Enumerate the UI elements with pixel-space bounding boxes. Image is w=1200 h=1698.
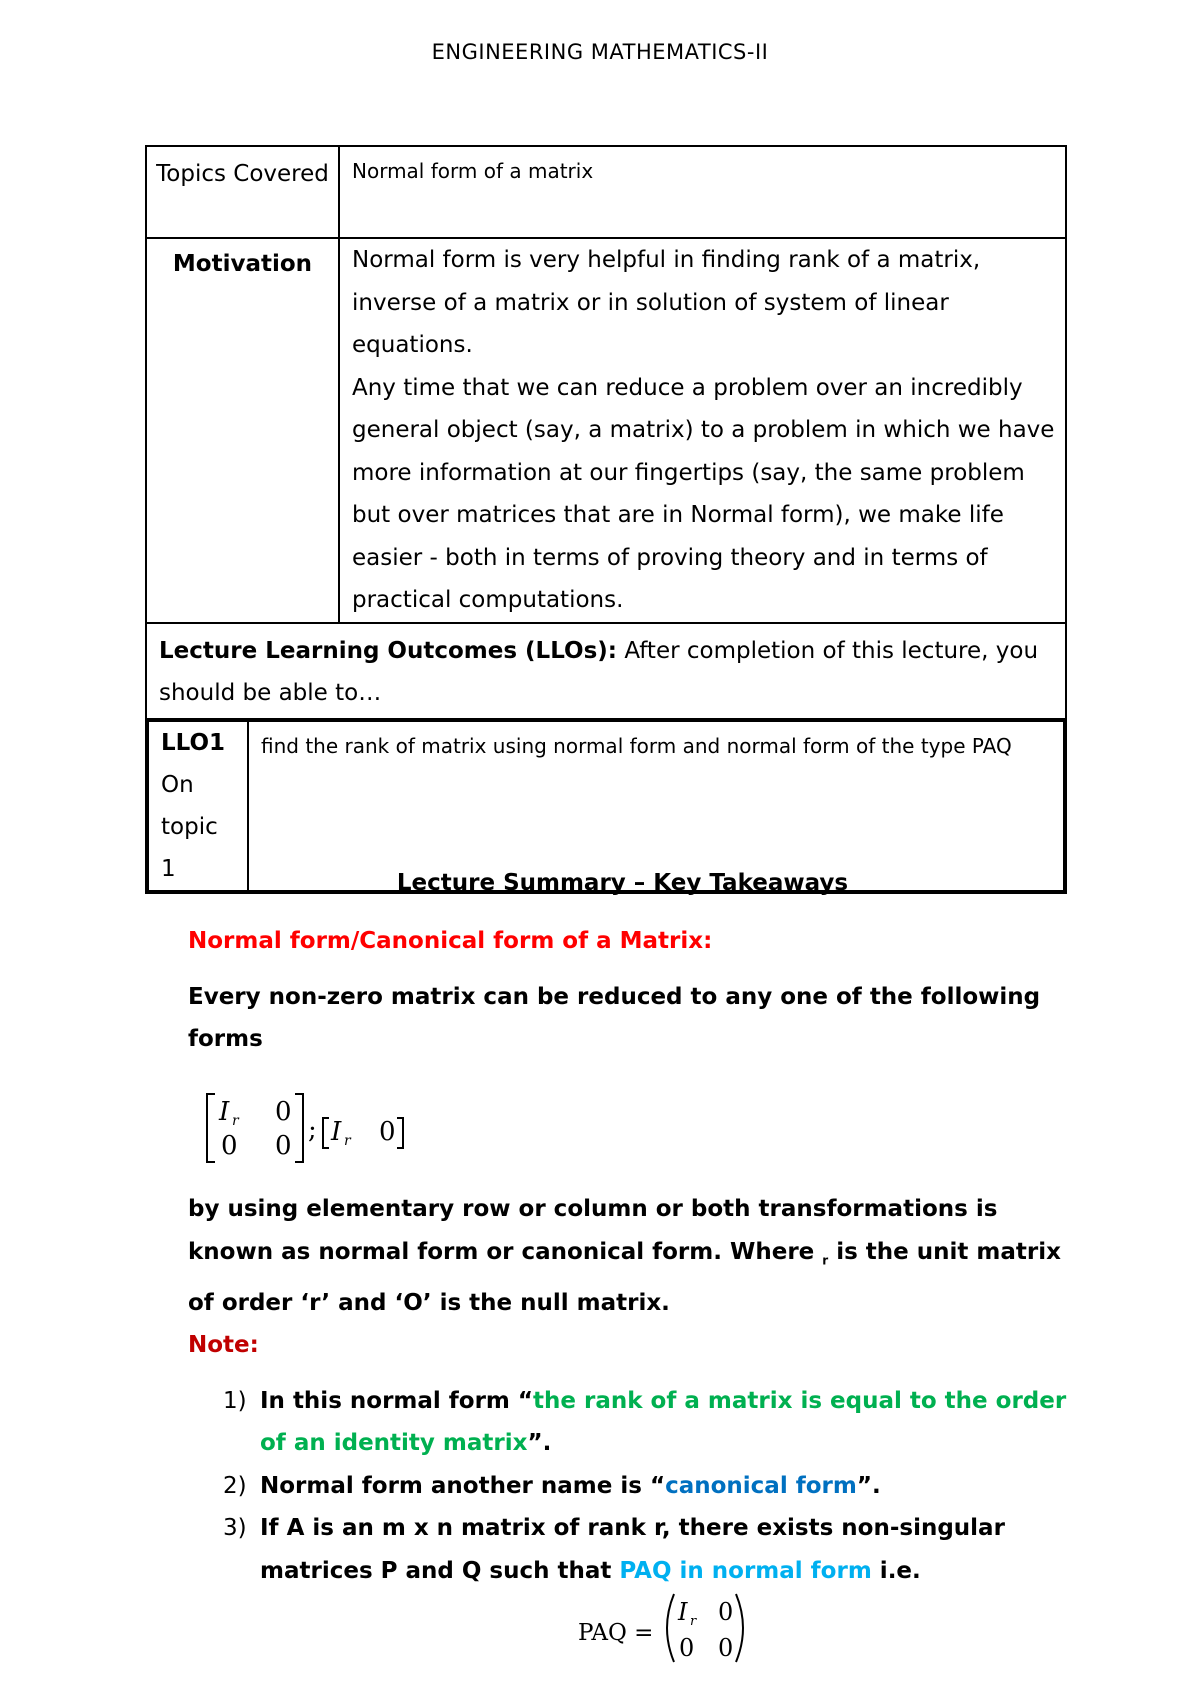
- motivation-text: [339, 238, 1066, 623]
- explanation-block: [188, 1188, 1088, 1592]
- topics-row: [146, 146, 1066, 238]
- normal-form-matrices: [205, 1090, 425, 1170]
- lecture-info-table: [145, 145, 1067, 894]
- intro-text: Every non-zero matrix can be reduced to any one of the following forms: [188, 983, 1041, 1052]
- normal-form-heading: Normal form/Canonical form of a Matrix:: [188, 928, 713, 954]
- matrix-separator: ;: [308, 1115, 317, 1145]
- paq-label: PAQ =: [578, 1620, 654, 1646]
- llos-description: After completion of this lecture, you should be able to…: [159, 637, 1039, 706]
- summary-intro-block: [188, 920, 1088, 1061]
- summary-title: Lecture Summary – Key Takeaways: [396, 870, 849, 896]
- note-item-1: 1) In this normal form “the rank of a matrix is equal to the order of an identity matrix”.: [223, 1387, 1067, 1457]
- paq-zero-1: 0: [718, 1598, 734, 1626]
- llo1-text: find the rank of matrix using normal form and normal form of the type PAQ: [248, 721, 1064, 891]
- page-header: ENGINEERING MATHEMATICS-II: [431, 40, 769, 64]
- motivation-paragraph-2: Any time that we can reduce a problem over an incredibly general object (say, a matrix) to a problem in which we have more information at our fingertips (say, the same problem but over matrices that are in Normal form), we make life easier - both in terms of proving theory and in terms of practical computations.: [352, 374, 1055, 613]
- paq-identity-subscript: r: [690, 1614, 697, 1629]
- identity-symbol-2: I: [331, 1117, 342, 1147]
- llo1-id: LLO1: [161, 729, 226, 756]
- topics-label: Topics Covered: [146, 146, 339, 238]
- note-item-2: 2) Normal form another name is “canonical form”.: [223, 1472, 881, 1499]
- matrix-zero-1: 0: [275, 1097, 292, 1127]
- explanation-text: by using elementary row or column or both transformations is known as normal form or canonical form. Where $_r$ is the unit matrix of order ‘r’ and ‘O’ is the null matrix.: [188, 1196, 1061, 1316]
- paq-identity: I: [678, 1598, 688, 1626]
- explanation-subscript: r: [822, 1253, 829, 1268]
- llo1-topic: On topic 1: [161, 771, 218, 882]
- matrix-zero-4: 0: [379, 1117, 396, 1147]
- paq-equation: [578, 1590, 758, 1670]
- llo1-id-cell: [148, 721, 248, 891]
- motivation-label: Motivation: [146, 238, 339, 623]
- paq-zero-3: 0: [718, 1634, 734, 1662]
- identity-subscript-2: r: [344, 1133, 351, 1149]
- note-item-3: 3) If A is an m x n matrix of rank r, there exists non-singular matrices P and Q such that PAQ in normal form i.e.: [223, 1515, 1005, 1584]
- notes-list: [188, 1380, 1088, 1593]
- note-label: Note:: [188, 1332, 259, 1359]
- motivation-row: [146, 238, 1066, 623]
- llos-label: Lecture Learning Outcomes (LLOs):: [159, 637, 618, 664]
- motivation-paragraph-1: Normal form is very helpful in finding rank of a matrix, inverse of a matrix or in solution of system of linear equations.: [352, 247, 981, 358]
- matrix-zero-2: 0: [221, 1131, 238, 1161]
- paq-zero-2: 0: [679, 1634, 695, 1662]
- llo1-row: [146, 719, 1066, 893]
- llos-row: [146, 623, 1066, 719]
- llos-cell: [146, 623, 1066, 719]
- identity-subscript-1: r: [232, 1113, 239, 1129]
- identity-symbol-1: I: [219, 1097, 230, 1127]
- topics-value: Normal form of a matrix: [339, 146, 1066, 238]
- matrix-zero-3: 0: [275, 1131, 292, 1161]
